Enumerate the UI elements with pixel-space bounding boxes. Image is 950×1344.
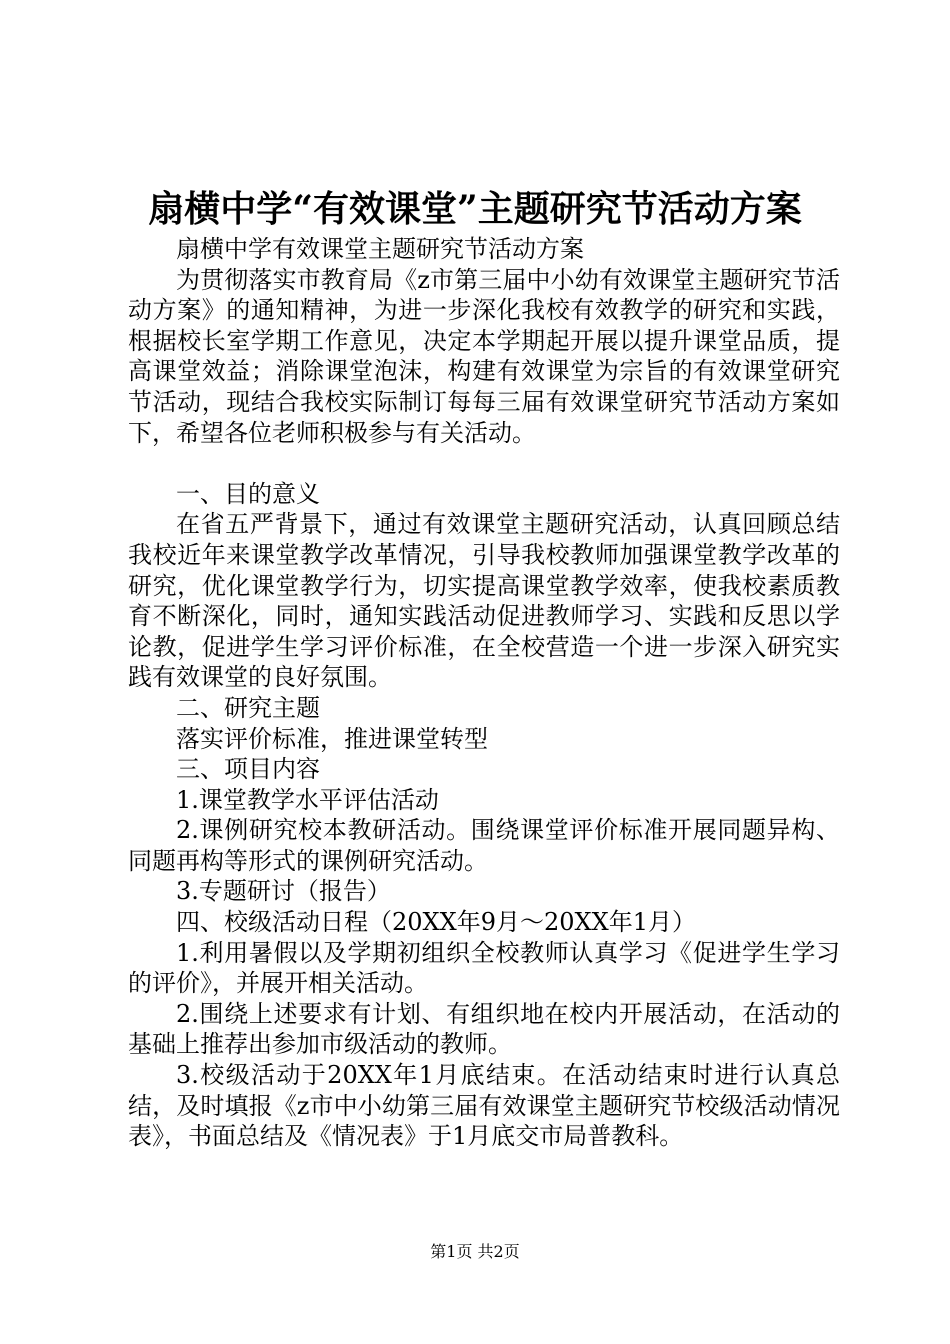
document-title: 扇横中学“有效课堂”主题研究节活动方案	[148, 188, 802, 230]
subtitle-paragraph: 扇横中学有效课堂主题研究节活动方案	[176, 235, 584, 263]
blank-line	[128, 448, 840, 479]
content-item-2: 2.课例研究校本教研活动。围绕课堂评价标准开展同题异构、同题再构等形式的课例研究活动。	[128, 816, 840, 875]
document-body	[128, 234, 840, 1152]
theme-paragraph: 落实评价标准，推进课堂转型	[176, 724, 488, 753]
schedule-item-3: 3.校级活动于20XX年1月底结束。在活动结束时进行认真总结，及时填报《z市中小幼第三届有效课堂主题研究节校级活动情况表》，书面总结及《情况表》于1月底交市局普教科。	[128, 1061, 840, 1151]
section-heading-schedule: 四、校级活动日程（20XX年9月～20XX年1月）	[176, 908, 696, 937]
intro-paragraph: 为贯彻落实市教育局《z市第三届中小幼有效课堂主题研究节活动方案》的通知精神，为进一步深化我校有效教学的研究和实践，根据校长室学期工作意见，决定本学期起开展以提升课堂品质，提高课堂效益；消除课堂泡沫，构建有效课堂为宗旨的有效课堂研究节活动，现结合我校实际制订每每三届有效课堂研究节活动方案如下，希望各位老师积极参与有关活动。	[128, 265, 840, 447]
purpose-paragraph: 在省五严背景下，通过有效课堂主题研究活动，认真回顾总结我校近年来课堂教学改革情况，引导我校教师加强课堂教学改革的研究，优化课堂教学行为，切实提高课堂教学效率，使我校素质教育不断深化，同时，通知实践活动促进教师学习、实践和反思以学论教，促进学生学习评价标准，在全校营造一个进一步深入研究实践有效课堂的良好氛围。	[128, 510, 840, 692]
page-footer: 第1页 共2页	[430, 1242, 520, 1261]
content-item-3: 3.专题研讨（报告）	[176, 877, 391, 906]
section-heading-purpose: 一、目的意义	[176, 479, 320, 508]
content-item-1: 1.课堂教学水平评估活动	[176, 785, 439, 814]
section-heading-theme: 二、研究主题	[176, 693, 320, 722]
schedule-item-1: 1.利用暑假以及学期初组织全校教师认真学习《促进学生学习的评价》，并展开相关活动。	[128, 938, 840, 998]
section-heading-content: 三、项目内容	[176, 755, 320, 784]
schedule-item-2: 2.围绕上述要求有计划、有组织地在校内开展活动，在活动的基础上推荐出参加市级活动的教师。	[128, 999, 840, 1059]
